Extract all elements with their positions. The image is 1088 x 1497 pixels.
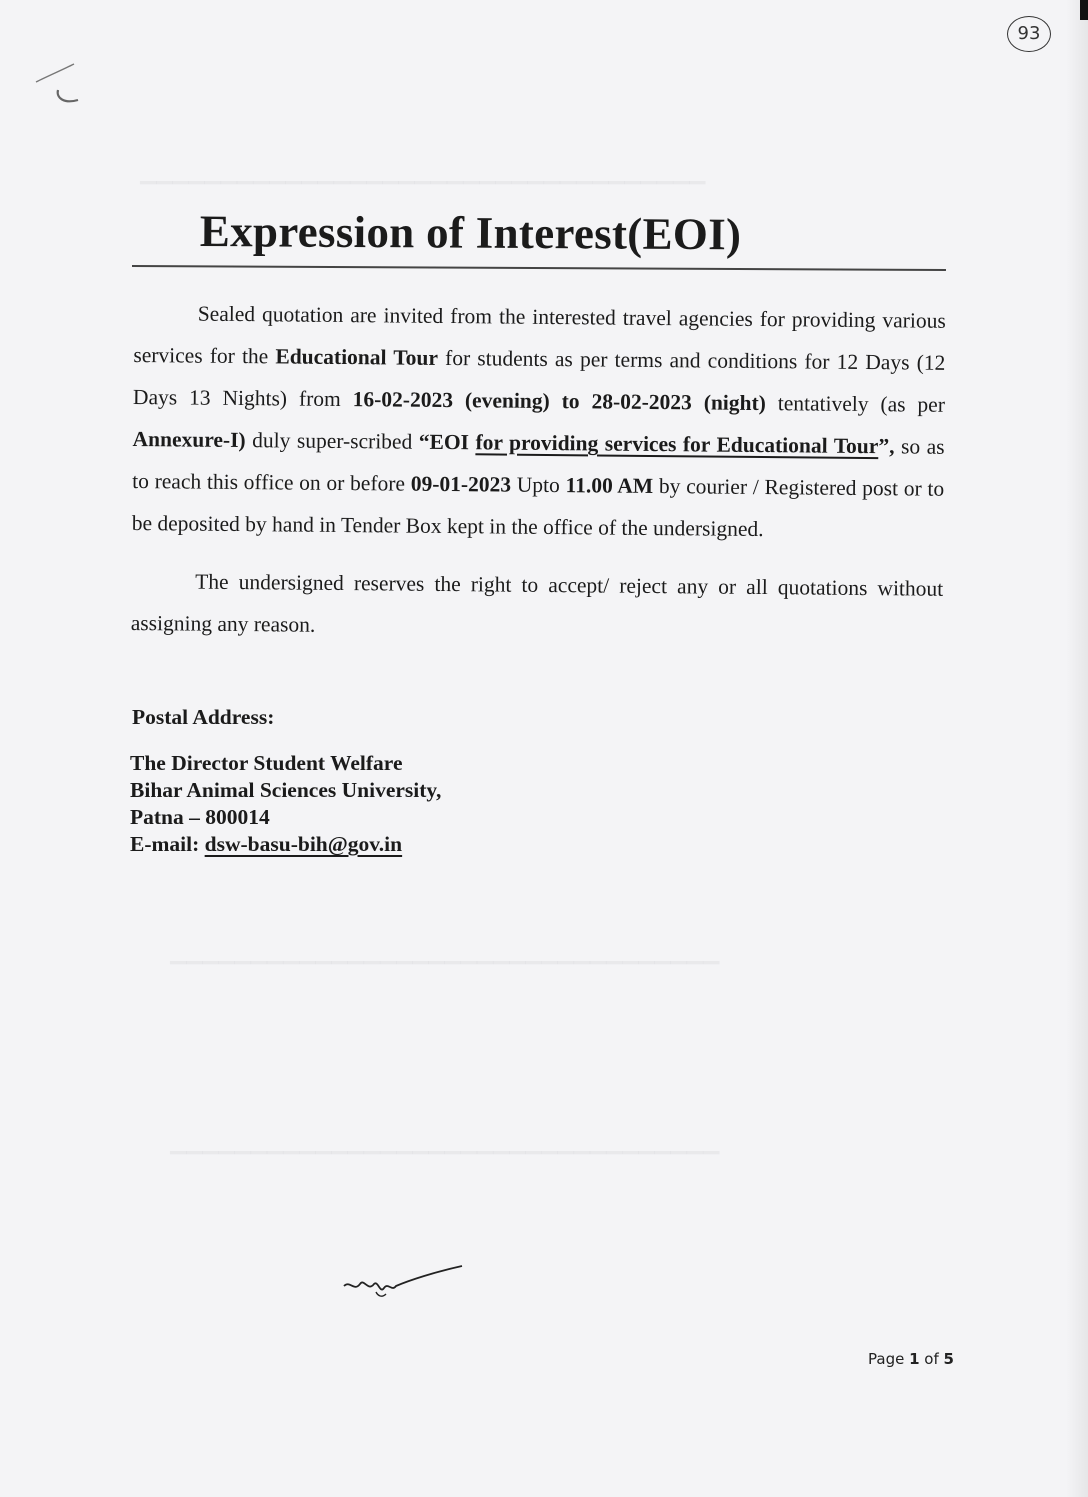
postal-address-label: Postal Address: xyxy=(132,705,275,729)
email-line xyxy=(130,831,441,858)
text-run: Upto xyxy=(510,472,566,498)
text-run: by courier / Registered post or to be deposited by hand in Tender Box kept in the office of the undersigned. xyxy=(131,473,945,542)
address-line: Bihar Animal Sciences University, xyxy=(130,778,442,802)
address-line: Patna – 800014 xyxy=(130,805,270,829)
paragraph-invitation xyxy=(132,292,946,552)
text-run: tentatively (as per xyxy=(765,391,946,417)
text-run: so as to reach this office on or before xyxy=(132,434,945,496)
email-label: E-mail: xyxy=(130,832,205,856)
document-body xyxy=(131,292,946,652)
bleed-through-text: ▁▁▁▁▁▁▁▁▁▁▁▁▁▁▁▁▁▁▁▁▁▁▁▁▁▁▁▁▁▁▁▁▁▁▁ xyxy=(140,160,706,184)
bold-run: Educational Tour xyxy=(275,344,439,370)
signature-icon xyxy=(340,1262,470,1302)
current-page-number: 1 xyxy=(909,1350,920,1368)
annexure-ref: Annexure-I) xyxy=(132,426,246,453)
postal-address-block xyxy=(130,750,441,858)
scan-edge-shadow xyxy=(1066,0,1088,1497)
page-footer xyxy=(868,1350,954,1368)
handwritten-page-number: 93 xyxy=(1007,16,1051,52)
bleed-through-text: ▁▁▁▁▁▁▁▁▁▁▁▁▁▁▁▁▁▁▁▁▁▁▁▁▁▁▁▁▁▁▁▁▁▁ xyxy=(170,940,720,964)
handwritten-tick-icon xyxy=(34,60,94,120)
scan-corner-mark xyxy=(1080,0,1088,20)
deadline-date: 09-01-2023 xyxy=(410,471,512,497)
tour-dates: 16-02-2023 (evening) to 28-02-2023 (night) xyxy=(352,387,766,416)
bold-run: “EOI xyxy=(418,429,476,455)
email-link[interactable]: dsw-basu-bih@gov.in xyxy=(204,832,403,856)
total-page-count: 5 xyxy=(943,1350,954,1368)
bold-run: ”, xyxy=(878,434,895,459)
superscription-text: for providing services for Educational Tour xyxy=(475,430,879,459)
bleed-through-text: ▁▁▁▁▁▁▁▁▁▁▁▁▁▁▁▁▁▁▁▁▁▁▁▁▁▁▁▁▁▁▁▁▁▁ xyxy=(170,1130,720,1154)
footer-text: Page xyxy=(868,1350,910,1368)
deadline-time: 11.00 AM xyxy=(565,473,654,498)
text-run: Sealed quotation are invited from the interested travel agencies for providing various services for the xyxy=(133,301,946,369)
text-run: duly super-scribed xyxy=(245,428,419,454)
paragraph-reservation: The undersigned reserves the right to accept/ reject any or all quotations without assigning any reason. xyxy=(130,569,944,637)
title-underline-rule xyxy=(132,265,946,271)
page-title: Expression of Interest(EOI) xyxy=(199,205,742,260)
text-run: for students as per terms and conditions for 12 Days (12 Days 13 Nights) from xyxy=(132,345,946,412)
footer-text: of xyxy=(919,1350,944,1368)
address-line: The Director Student Welfare xyxy=(130,751,403,775)
